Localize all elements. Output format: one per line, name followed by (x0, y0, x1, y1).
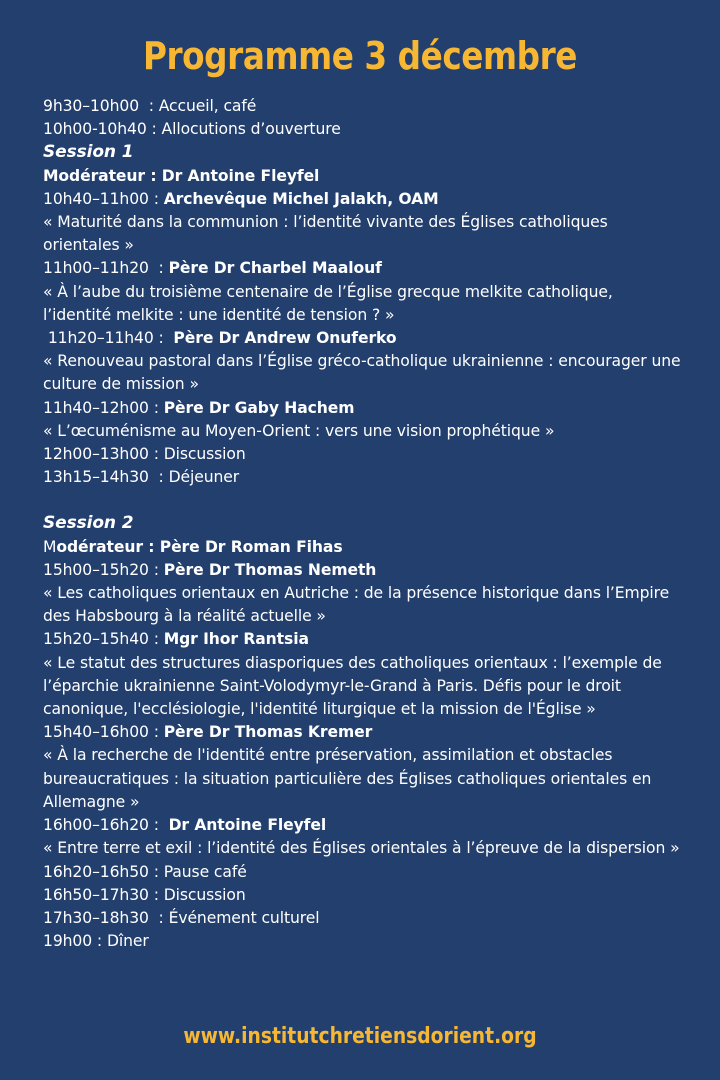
moderator-prefix: M (43, 537, 57, 556)
talk-topic: « À l’aube du troisième centenaire de l’Église grecque melkite catholique, l’identité melkite : une identité de tension ? » (43, 282, 618, 324)
speaker-name: Mgr Ihor Rantsia (163, 630, 309, 649)
session-1-title: Session 1 (43, 142, 134, 163)
session-2-title: Session 2 (43, 513, 134, 534)
item-label: Dîner (106, 932, 149, 951)
talk-topic: « À la recherche de l'identité entre préservation, assimilation et obstacles bureaucratiques : la situation particulière des Églises catholiques orientales en Allemagne » (43, 746, 657, 811)
time-label: 10h00-10h40 : (43, 120, 162, 139)
time-label: 16h20–16h50 : (43, 862, 164, 881)
website-url[interactable]: www.institutchretiensdorient.org (183, 1024, 537, 1049)
time-label: 15h20–15h40 : (43, 630, 164, 649)
talk-topic: « Le statut des structures diasporiques des catholiques orientaux : l’exemple de l’éparchie ukrainienne Saint-Volodymyr-le-Grand à Paris. Défis pour le droit canonique, l'ecclésiologie, l'identité liturgique et la mission de l'Église » (43, 653, 667, 719)
time-label: 9h30–10h00 : (43, 97, 159, 115)
time-label: 13h15–14h30 : (43, 468, 169, 487)
time-label: 12h00–13h00 : (43, 445, 164, 464)
time-label: 15h00–15h20 : (43, 560, 164, 579)
time-label: 16h00–16h20 : (43, 816, 169, 835)
session-1-moderator (43, 165, 684, 188)
schedule-item (43, 907, 684, 930)
speaker-name: Père Dr Thomas Kremer (163, 723, 373, 742)
item-label: Discussion (163, 885, 246, 904)
time-label: 11h20–11h40 : (43, 329, 174, 348)
talk-topic: « Renouveau pastoral dans l’Église gréco-catholique ukrainienne : encourager une culture de mission » (43, 352, 686, 394)
schedule-item (43, 930, 684, 953)
moderator-label: odérateur : Père Dr Roman Fihas (56, 537, 343, 556)
schedule-item (43, 861, 684, 884)
speaker-name: Père Dr Gaby Hachem (163, 398, 355, 417)
schedule-item (43, 443, 684, 466)
item-label: Déjeuner (168, 468, 240, 487)
schedule-item (43, 466, 684, 489)
speaker-name: Père Dr Charbel Maalouf (168, 259, 382, 278)
time-label: 17h30–18h30 : (43, 908, 169, 927)
item-label: Pause café (163, 862, 247, 881)
talk-topic: « Les catholiques orientaux en Autriche : de la présence historique dans l’Empire des Habsbourg à la réalité actuelle » (43, 584, 674, 626)
schedule-item (43, 95, 684, 118)
item-label: Allocutions d’ouverture (161, 120, 341, 139)
talk-time-speaker (43, 628, 684, 651)
time-label: 11h40–12h00 : (43, 398, 164, 417)
time-label: 10h40–11h00 : (43, 189, 164, 208)
time-label: 15h40–16h00 : (43, 723, 164, 742)
talk-time-speaker (43, 188, 684, 211)
talk-time-speaker (43, 721, 684, 744)
time-label: 16h50–17h30 : (43, 885, 164, 904)
item-label: Accueil, café (158, 97, 257, 115)
schedule-item (43, 118, 684, 141)
spacer (43, 489, 684, 512)
talk-time-speaker (43, 814, 684, 837)
speaker-name: Père Dr Thomas Nemeth (163, 560, 377, 579)
talk-topic: « L’œcuménisme au Moyen-Orient : vers une vision prophétique » (43, 421, 555, 440)
moderator-label: Modérateur : Dr Antoine Fleyfel (43, 166, 320, 185)
page-title: Programme 3 décembre (142, 34, 578, 78)
session-2-moderator (43, 536, 684, 559)
speaker-name: Dr Antoine Fleyfel (168, 816, 327, 835)
item-label: Discussion (163, 445, 246, 464)
talk-time-speaker (43, 397, 684, 420)
schedule-item (43, 884, 684, 907)
talk-time-speaker (43, 257, 684, 280)
time-label: 11h00–11h20 : (43, 259, 169, 278)
time-label: 19h00 : (43, 932, 107, 951)
talk-time-speaker (43, 559, 684, 582)
program-list (43, 95, 684, 953)
speaker-name: Père Dr Andrew Onuferko (173, 329, 397, 348)
talk-topic: « Entre terre et exil : l’identité des Églises orientales à l’épreuve de la dispersion » (43, 839, 680, 858)
talk-topic: « Maturité dans la communion : l’identité vivante des Églises catholiques orientales » (43, 213, 613, 255)
talk-time-speaker (43, 327, 684, 350)
speaker-name: Archevêque Michel Jalakh, OAM (163, 189, 439, 208)
item-label: Événement culturel (168, 908, 320, 927)
